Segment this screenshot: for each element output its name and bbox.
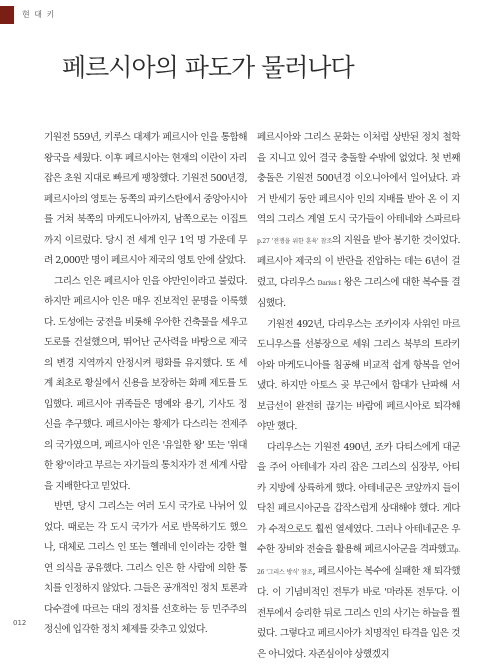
name-gloss: Darius I	[318, 280, 341, 287]
right-column	[257, 128, 460, 665]
paragraph	[257, 438, 460, 665]
paragraph-text: 왕은 그리스에 대한 복수를 결심했다.	[257, 277, 460, 310]
paragraph-text: 페르시아와 그리스 문화는 이처럼 상반된 정치 철학을 지니고 있어 결국 충돌할 수밖에 없었다. 첫 번째 충돌은 기원전 500년경 이오니아에서 일어났다. 과거 반세기 동안 페르시아 인의 지배를 받아 온 이 지역의 그리스 계열 도시 국가들이 아테네와 스파르타	[257, 132, 460, 225]
paragraph-text: 다리우스는 기원전 490년, 조카 다티스에게 대군을 주어 아테네가 자리 잡은 그리스의 심장부, 아티카 지방에 상륙하게 했다. 아테네군은 코앞까지 들이닥친 페르시아군을 갑작스럽게 상대해야 했다. 게다가 수적으로도 훨씬 열세였다. 그러나 아테네군은 우수한 장비와 전술을 활용해 페르시아군을 격파했고	[257, 442, 460, 556]
paragraph: 기원전 559년, 키루스 대제가 페르시아 인을 통합해 왕국을 세웠다. 이후 페르시아는 현재의 이란이 자리 잡은 초원 지대로 빠르게 팽창했다. 기원전 500년경, 페르시아의 영토는 동쪽의 파키스탄에서 중앙아시아를 거쳐 북쪽의 마케도니아까지, 남쪽으로는 이집트까지 이르렀다. 당시 전 세계 인구 1억 명 가운데 무려 2,000만 명이 페르시아 제국의 영토 안에 살았다.	[44, 128, 247, 272]
paragraph: 기원전 492년, 다리우스는 조카이자 사위인 마르도니우스를 선봉장으로 세워 그리스 북부의 트라키아와 마케도니아를 침공해 비교적 쉽게 항복을 얻어 냈다. 하지만 아토스 곶 부근에서 함대가 난파해 서 보급선이 완전히 끊기는 바람에 페르시아로 퇴각해야만 했다.	[257, 315, 460, 438]
page-number: 012	[13, 619, 26, 627]
paragraph-text: 의 지원을 받아 봉기한 것이었다. 페르시아 제국의 이 반란을 진압하는 데는 6년이 걸렸고, 다리우스	[257, 235, 460, 288]
section-tab-marker	[0, 6, 14, 24]
cross-reference: p.27 '전쟁을 위한 훈육' 참조	[257, 238, 332, 245]
paragraph	[257, 128, 460, 315]
page-title: 페르시아의 파도가 물러나다	[62, 48, 354, 84]
paragraph: 그리스 인은 페르시아 인을 야만인이라고 불렀다. 하지만 페르시아 인은 매우 진보적인 문명을 이룩했다. 도성에는 궁전을 비롯해 우아한 건축물을 세우고 도로를 건설했으며, 뛰어난 군사력을 바탕으로 제국의 변경 지역까지 안정시켜 평화를 유지했다. 또 세계 최초로 황실에서 신용을 보장하는 화폐 제도를 도입했다. 페르시아 귀족들은 명예와 용기, 기사도 정신을 추구했다. 페르시아는 황제가 다스리는 전제주의 국가였으며, 페르시아 인은 '유일한 왕' 또는 '위대한 왕'이라고 부르는 자기들의 통치자가 전 세계 사람을 지배한다고 믿었다.	[44, 272, 247, 498]
cross-reference: p.26 '그리스 방식' 참조	[257, 547, 460, 576]
section-label: 현 대 키	[22, 9, 55, 20]
paragraph: 반면, 당시 그리스는 여러 도시 국가로 나뉘어 있었다. 때로는 각 도시 국가가 서로 반목하기도 했으나, 대체로 그리스 인 또는 헬레네 인이라는 강한 혈연 의식을 공유했다. 그리스 인은 한 사람에 의한 통치를 인정하지 않았다. 그들은 공개적인 정치 토론과 다수결에 따르는 대의 정치를 선호하는 등 민주주의 정신에 입각한 정치 체제를 갖추고 있었다.	[44, 497, 247, 641]
left-column	[44, 128, 247, 641]
paragraph-text: , 페르시아는 복수에 실패한 채 퇴각했다. 이 기념비적인 전투가 바로 '마라톤 전투'다. 이 전투에서 승리한 뒤로 그리스 인의 사기는 하늘을 찔렀다. 그렇다고 페르시아가 치명적인 타격을 입은 것은 아니었다. 자존심이야 상했겠지	[257, 566, 460, 660]
